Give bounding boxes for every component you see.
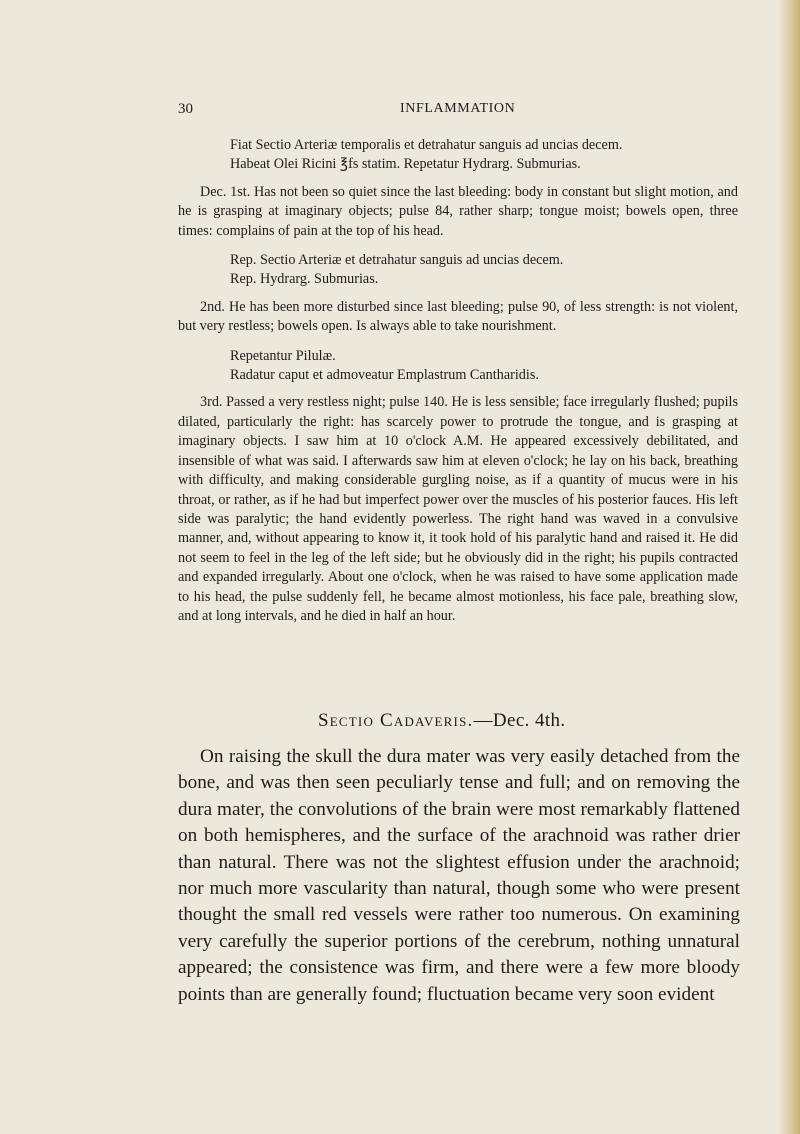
section-heading-date: —Dec. 4th. — [473, 710, 566, 731]
daily-entry-dec-3: 3rd. Passed a very restless night; pulse 140. He is less sensible; face irregularly flushed; pupils dilated, particularly the right: has scarcely power to protrude the tongue, and is grasping at imaginary objects. I saw him at 10 o'clock A.M. He appeared excessively debilitated, and insensible of what was said. I afterwards saw him at eleven o'clock; he lay on his back, breathing with difficulty, and making considerable gurgling noise, as if a quantity of mucus were in his throat, or rather, as if he had but imperfect power over the muscles of his posterior fauces. His left side was paralytic; the hand evidently powerless. The right hand was waved in a convulsive manner, and, without appearing to know it, it took hold of his paralytic hand and raised it. He did not seem to feel in the leg of the left side; but he obviously did in the right; his pupils contracted and expanded irregularly. About one o'clock, when he was raised to have some application made to his head, the pulse suddenly fell, he became almost motionless, his face pale, breathing slow, and at long intervals, and he died in half an hour. — [178, 394, 738, 624]
section-heading — [318, 710, 566, 732]
prescription-line: Radatur caput et admoveatur Emplastrum Cantharidis. — [230, 367, 539, 384]
autopsy-paragraph: On raising the skull the dura mater was very easily detached from the bone, and was then seen peculiarly tense and full; and on removing the dura mater, the convolutions of the brain were most remarkably flattened on both hemispheres, and the surface of the arachnoid was rather drier than natural. There was not the slightest effusion under the arachnoid; nor much more vascularity than natural, though some who were present thought the small red vessels were rather too numerous. On examining very carefully the superior portions of the cerebrum, nothing unnatural appeared; the consistence was firm, and there were a few more bloody points than are generally found; fluctuation became very soon evident — [178, 746, 740, 1005]
prescription-line: Fiat Sectio Arteriæ temporalis et detrahatur sanguis ad uncias decem. — [230, 137, 623, 153]
prescription-line: Repetantur Pilulæ. — [230, 347, 336, 364]
daily-entry-dec-1: Dec. 1st. Has not been so quiet since the last bleeding: body in constant but slight motion, and he is grasping at imaginary objects; pulse 84, rather sharp; tongue moist; bowels open, three times: complains of pain at the top of his head. — [178, 183, 738, 239]
prescription-line: Habeat Olei Ricini ℥fs statim. Repetatur Hydrarg. Submurias. — [230, 156, 581, 173]
section-heading-small-caps: Sectio Cadaveris. — [318, 710, 474, 731]
prescription-block-3 — [230, 347, 738, 386]
case-notes — [178, 136, 738, 636]
page-number: 30 — [178, 101, 193, 117]
prescription-line: Rep. Hydrarg. Submurias. — [230, 271, 379, 288]
prescription-line: Rep. Sectio Arteriæ et detrahatur sanguis ad uncias decem. — [230, 252, 564, 269]
daily-entry-dec-2: 2nd. He has been more disturbed since last bleeding; pulse 90, of less strength: is not violent, but very restless; bowels open. Is always able to take nourishment. — [178, 298, 738, 335]
running-head: INFLAMMATION — [400, 101, 516, 116]
prescription-block-2 — [230, 251, 738, 290]
prescription-block-1 — [230, 136, 738, 175]
page-edge-shadow — [778, 0, 800, 1134]
page-header — [178, 101, 738, 121]
